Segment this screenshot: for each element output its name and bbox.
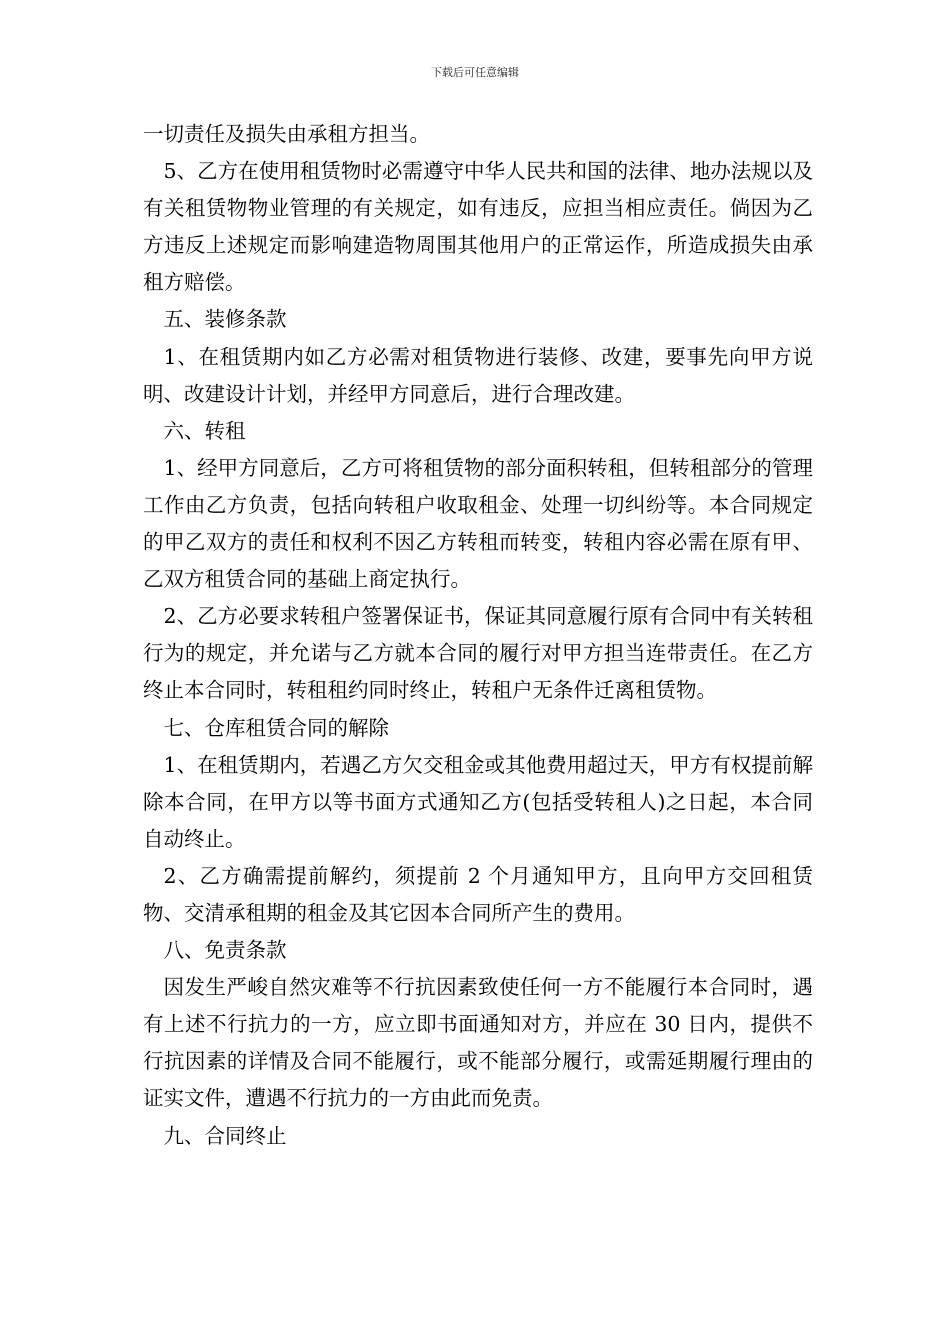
section-heading-termination: 七、仓库租赁合同的解除 [163,715,389,740]
paragraph-sublease-1: 1、经甲方同意后，乙方可将租赁物的部分面积转租，但转租部分的管理工作由乙方负责，包括向转租户收取租金、处理一切纠纷等。本合同规定的甲乙双方的责任和权利不因乙方转租而转变，转租内容必需在原有甲、乙双方租赁合同的基础上商定执行。 [143,455,813,592]
paragraph-decoration-1: 1、在租赁期内如乙方必需对租赁物进行装修、改建，要事先向甲方说明、改建设计计划，并经甲方同意后，进行合理改建。 [143,344,813,406]
paragraph-clause-5: 5、乙方在使用租赁物时必需遵守中华人民共和国的法律、地办法规以及有关租赁物物业管理的有关规定，如有违反，应担当相应责任。倘因为乙方违反上述规定而影响建造物周围其他用户的正常运作，所造成损失由承租方赔偿。 [143,159,813,295]
page-header-note: 下载后可任意编辑 [431,66,519,79]
section-heading-contract-end: 九、合同终止 [163,1123,287,1148]
document-body [143,116,813,1155]
paragraph-sublease-2: 2、乙方必要求转租户签署保证书，保证其同意履行原有合同中有关转租行为的规定，并允诺与乙方就本合同的履行对甲方担当连带责任。在乙方终止本合同时，转租租约同时终止，转租户无条件迁离租赁物。 [143,604,813,703]
section-heading-decoration: 五、装修条款 [163,307,287,332]
paragraph-termination-1: 1、在租赁期内，若遇乙方欠交租金或其他费用超过天，甲方有权提前解除本合同，在甲方以等书面方式通知乙方(包括受转租人)之日起，本合同自动终止。 [143,752,813,851]
paragraph-exemption: 因发生严峻自然灾难等不行抗因素致使任何一方不能履行本合同时，遇有上述不行抗力的一方，应立即书面通知对方，并应在 30 日内，提供不行抗因素的详情及合同不能履行，或不能部分履行，或需延期履行理由的证实文件，遭遇不行抗力的一方由此而免责。 [143,975,813,1111]
section-heading-sublease: 六、转租 [163,418,246,443]
paragraph-termination-2: 2、乙方确需提前解约，须提前 2 个月通知甲方，且向甲方交回租赁物、交清承租期的租金及其它因本合同所产生的费用。 [143,863,813,925]
section-heading-exemption: 八、免责条款 [163,938,287,963]
paragraph-liability-end: 一切责任及损失由承租方担当。 [143,122,430,146]
